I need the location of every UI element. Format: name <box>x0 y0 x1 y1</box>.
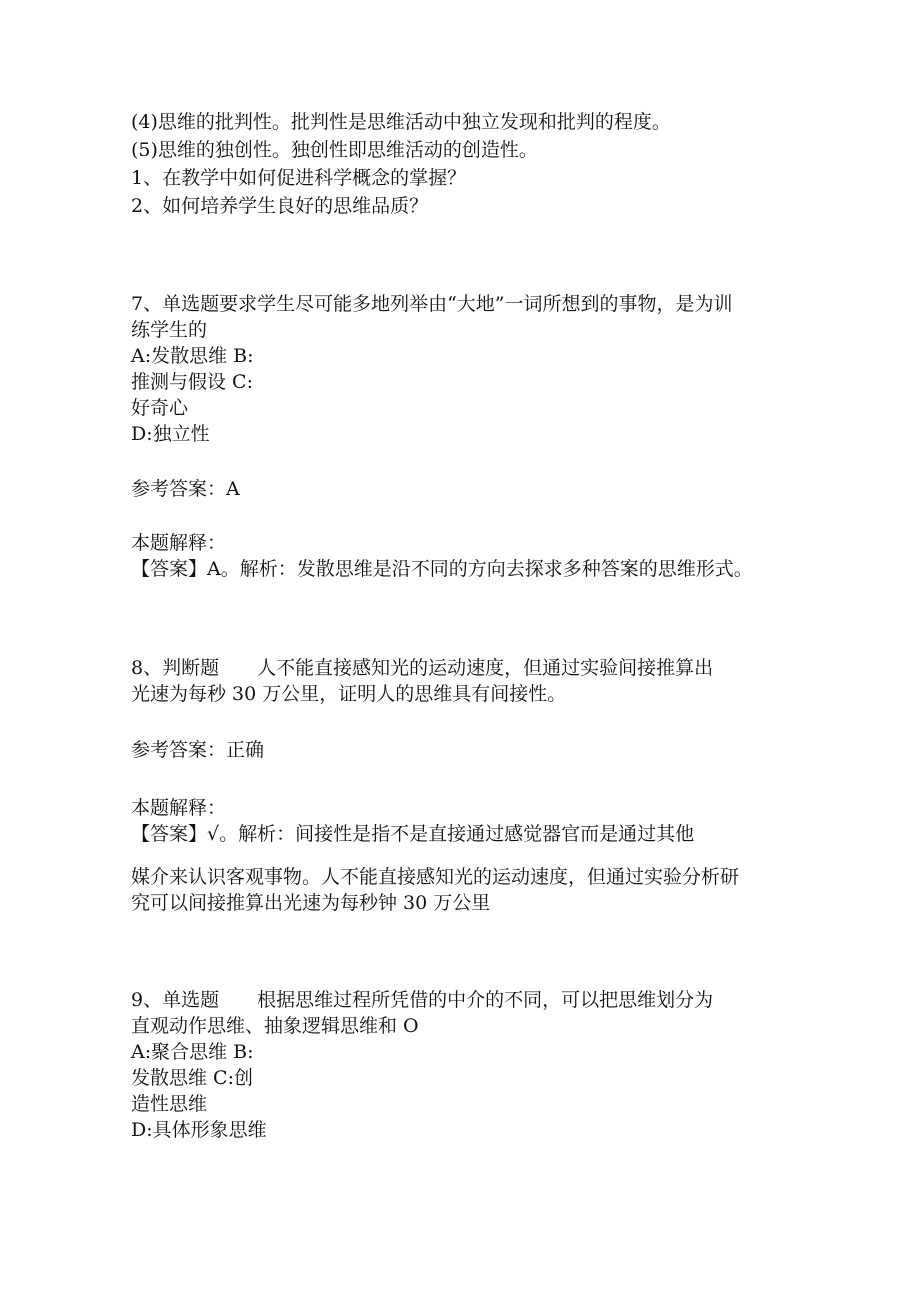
q7-answer: 参考答案：A <box>131 478 240 500</box>
q8-stem-line-1: 8、判断题 人不能直接感知光的运动速度，但通过实验间接推算出 <box>131 657 714 679</box>
q9-option-line-2: 发散思维 C:创 <box>131 1067 253 1089</box>
intro-line-critical-thinking: (4)思维的批判性。批判性是思维活动中独立发现和批判的程度。 <box>131 111 671 133</box>
q7-option-line-3: 好奇心 <box>131 397 189 419</box>
q9-option-line-1: A:聚合思维 B: <box>131 1041 254 1063</box>
intro-question-1: 1、在教学中如何促进科学概念的掌握？ <box>131 167 467 189</box>
q7-stem-line-1: 7、单选题要求学生尽可能多地列举由“大地”一词所想到的事物，是为训 <box>131 293 733 315</box>
intro-question-2: 2、如何培养学生良好的思维品质？ <box>131 195 429 217</box>
q9-option-line-4: D:具体形象思维 <box>131 1119 267 1141</box>
q8-explain-line-3: 究可以间接推算出光速为每秒钟 30 万公里 <box>131 892 491 914</box>
q7-explain-text: 【答案】A。解析：发散思维是沿不同的方向去探求多种答案的思维形式。 <box>131 558 753 580</box>
q7-explain-label: 本题解释： <box>131 532 227 554</box>
q9-stem-line-2: 直观动作思维、抽象逻辑思维和 O <box>131 1015 419 1037</box>
q7-stem-line-2: 练学生的 <box>131 319 208 341</box>
q7-option-line-1: A:发散思维 B: <box>131 345 254 367</box>
intro-line-originality: (5)思维的独创性。独创性即思维活动的创造性。 <box>131 139 538 161</box>
q8-explain-label: 本题解释： <box>131 797 227 819</box>
q8-answer: 参考答案：正确 <box>131 739 265 761</box>
q8-explain-line-2: 媒介来认识客观事物。人不能直接感知光的运动速度，但通过实验分析研 <box>131 866 740 888</box>
q7-option-line-4: D:独立性 <box>131 423 210 445</box>
q7-option-line-2: 推测与假设 C: <box>131 371 253 393</box>
q9-stem-line-1: 9、单选题 根据思维过程所凭借的中介的不同，可以把思维划分为 <box>131 989 714 1011</box>
q8-explain-line-1: 【答案】√。解析：间接性是指不是直接通过感觉器官而是通过其他 <box>131 823 695 845</box>
q9-option-line-3: 造性思维 <box>131 1093 208 1115</box>
q8-stem-line-2: 光速为每秒 30 万公里，证明人的思维具有间接性。 <box>131 683 567 705</box>
